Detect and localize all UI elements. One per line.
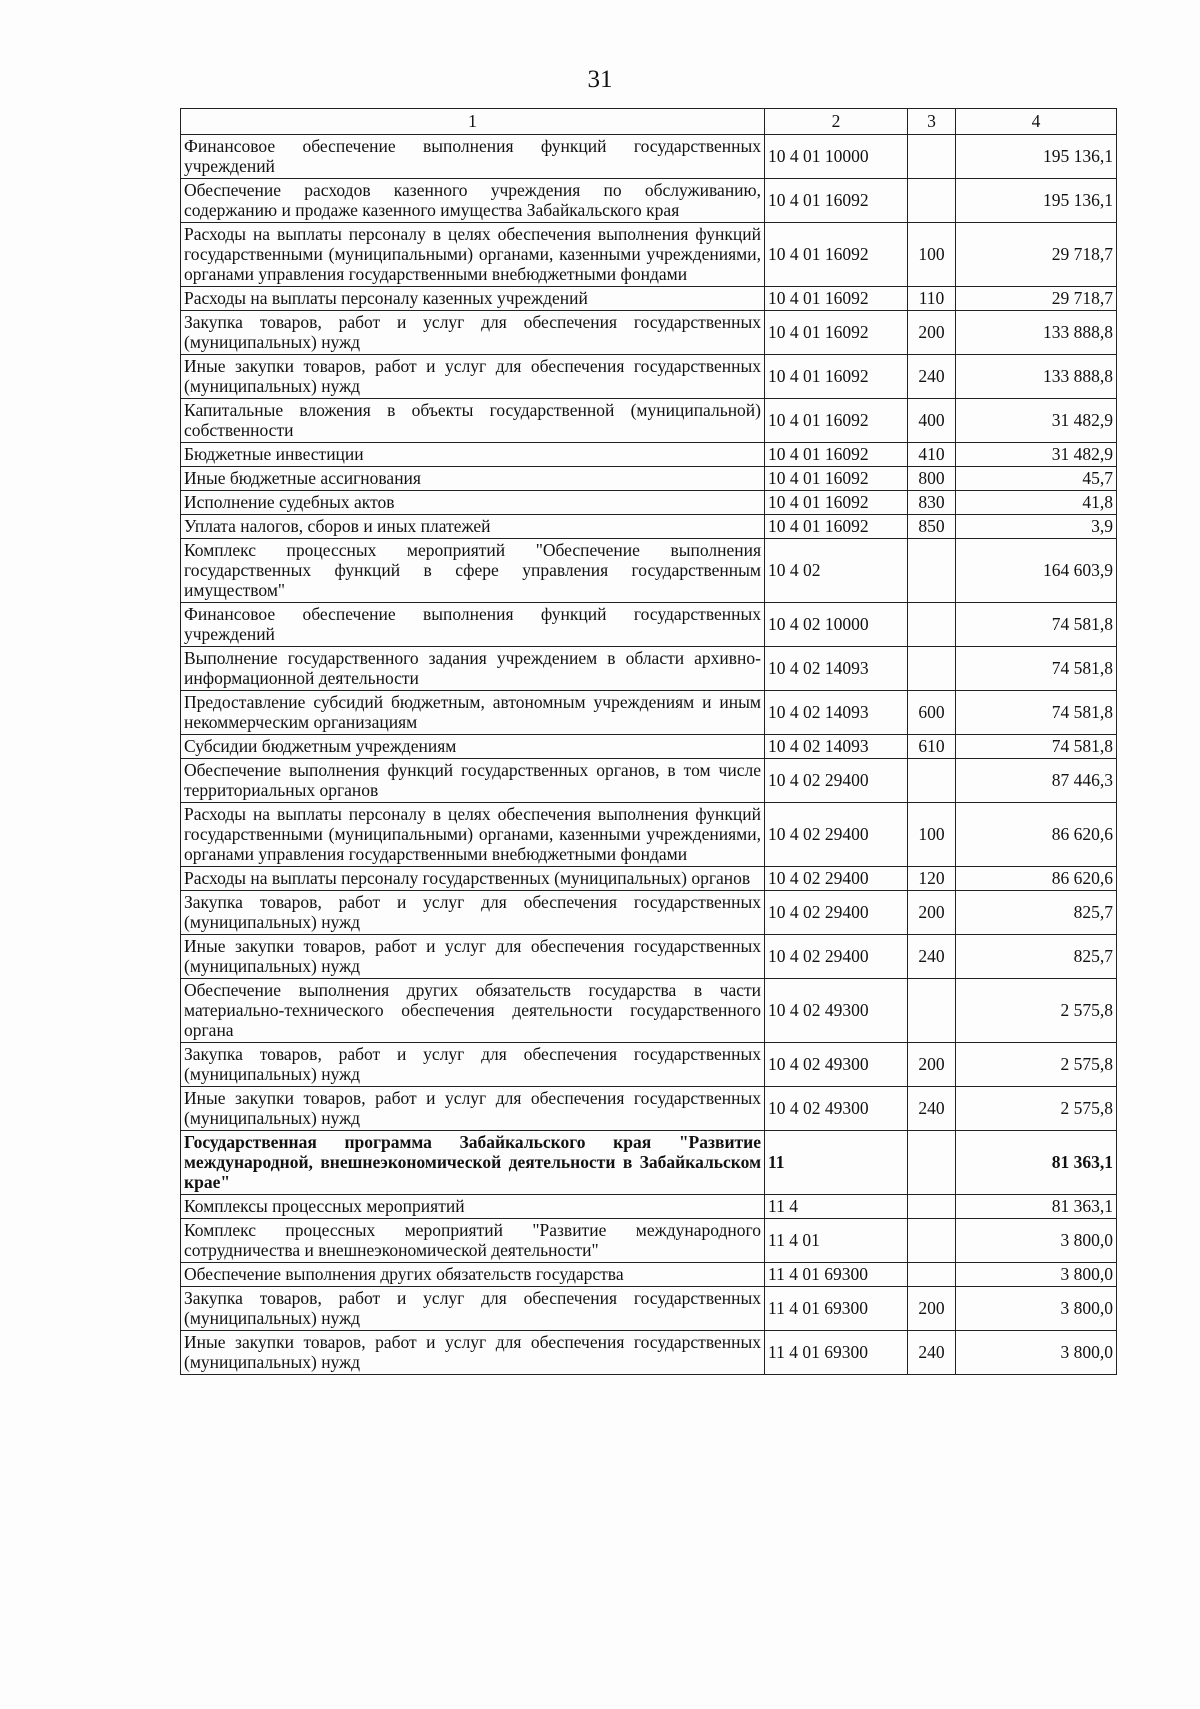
row-code-cell: 10 4 02 14093 <box>765 735 908 759</box>
row-expense-type-cell <box>908 759 956 803</box>
row-amount-cell: 195 136,1 <box>956 135 1117 179</box>
row-name-cell: Иные закупки товаров, работ и услуг для обеспечения государственных (муниципальных) нужд <box>181 355 765 399</box>
budget-table <box>180 108 1117 1375</box>
row-name-cell: Предоставление субсидий бюджетным, автономным учреждениям и иным некоммерческим организациям <box>181 691 765 735</box>
table-header-row <box>181 109 1117 135</box>
table-row <box>181 135 1117 179</box>
table-row <box>181 467 1117 491</box>
table-row <box>181 1331 1117 1375</box>
row-name-cell: Государственная программа Забайкальского края "Развитие международной, внешнеэкономической деятельности в Забайкальском крае" <box>181 1131 765 1195</box>
row-expense-type-cell: 100 <box>908 223 956 287</box>
row-name-cell: Финансовое обеспечение выполнения функций государственных учреждений <box>181 603 765 647</box>
row-expense-type-cell <box>908 1263 956 1287</box>
row-name-cell: Закупка товаров, работ и услуг для обеспечения государственных (муниципальных) нужд <box>181 1287 765 1331</box>
table-row <box>181 355 1117 399</box>
row-name-cell: Финансовое обеспечение выполнения функций государственных учреждений <box>181 135 765 179</box>
row-expense-type-cell: 200 <box>908 1043 956 1087</box>
row-amount-cell: 3 800,0 <box>956 1263 1117 1287</box>
row-code-cell: 11 4 <box>765 1195 908 1219</box>
row-code-cell: 10 4 02 29400 <box>765 759 908 803</box>
row-code-cell: 10 4 02 10000 <box>765 603 908 647</box>
row-expense-type-cell: 800 <box>908 467 956 491</box>
column-header-name: 1 <box>181 109 765 135</box>
row-code-cell: 10 4 01 16092 <box>765 311 908 355</box>
row-expense-type-cell: 830 <box>908 491 956 515</box>
table-row <box>181 603 1117 647</box>
row-code-cell: 11 4 01 <box>765 1219 908 1263</box>
row-expense-type-cell <box>908 979 956 1043</box>
row-amount-cell: 3 800,0 <box>956 1219 1117 1263</box>
row-code-cell: 10 4 01 16092 <box>765 443 908 467</box>
table-row <box>181 1087 1117 1131</box>
table-row <box>181 1287 1117 1331</box>
table-row <box>181 1043 1117 1087</box>
row-amount-cell: 3,9 <box>956 515 1117 539</box>
row-code-cell: 10 4 01 16092 <box>765 179 908 223</box>
row-expense-type-cell: 240 <box>908 1331 956 1375</box>
row-name-cell: Расходы на выплаты персоналу в целях обеспечения выполнения функций государственными (муниципальными) органами, казенными учреждениями, органами управления государственными внебюджетными фондами <box>181 803 765 867</box>
table-row <box>181 491 1117 515</box>
table-row <box>181 443 1117 467</box>
row-name-cell: Уплата налогов, сборов и иных платежей <box>181 515 765 539</box>
row-amount-cell: 31 482,9 <box>956 443 1117 467</box>
row-name-cell: Иные закупки товаров, работ и услуг для обеспечения государственных (муниципальных) нужд <box>181 1087 765 1131</box>
row-expense-type-cell: 200 <box>908 1287 956 1331</box>
row-amount-cell: 2 575,8 <box>956 979 1117 1043</box>
row-expense-type-cell: 100 <box>908 803 956 867</box>
row-name-cell: Обеспечение выполнения других обязательств государства в части материально-технического обеспечения деятельности государственного органа <box>181 979 765 1043</box>
table-row <box>181 735 1117 759</box>
row-amount-cell: 133 888,8 <box>956 355 1117 399</box>
row-amount-cell: 45,7 <box>956 467 1117 491</box>
row-name-cell: Иные закупки товаров, работ и услуг для обеспечения государственных (муниципальных) нужд <box>181 935 765 979</box>
row-name-cell: Обеспечение выполнения функций государственных органов, в том числе территориальных органов <box>181 759 765 803</box>
row-code-cell: 10 4 02 29400 <box>765 867 908 891</box>
row-expense-type-cell <box>908 1195 956 1219</box>
row-name-cell: Закупка товаров, работ и услуг для обеспечения государственных (муниципальных) нужд <box>181 311 765 355</box>
row-name-cell: Комплекс процессных мероприятий "Обеспечение выполнения государственных функций в сфере управления государственным имуществом" <box>181 539 765 603</box>
table-row <box>181 515 1117 539</box>
row-amount-cell: 86 620,6 <box>956 867 1117 891</box>
row-expense-type-cell: 610 <box>908 735 956 759</box>
row-amount-cell: 74 581,8 <box>956 647 1117 691</box>
row-code-cell: 10 4 02 49300 <box>765 1087 908 1131</box>
row-amount-cell: 2 575,8 <box>956 1087 1117 1131</box>
table-row <box>181 1219 1117 1263</box>
row-code-cell: 10 4 01 10000 <box>765 135 908 179</box>
row-code-cell: 11 4 01 69300 <box>765 1263 908 1287</box>
row-expense-type-cell <box>908 539 956 603</box>
row-amount-cell: 133 888,8 <box>956 311 1117 355</box>
table-row <box>181 1131 1117 1195</box>
row-code-cell: 10 4 02 14093 <box>765 647 908 691</box>
row-name-cell: Расходы на выплаты персоналу государственных (муниципальных) органов <box>181 867 765 891</box>
row-name-cell: Выполнение государственного задания учреждением в области архивно-информационной деятельности <box>181 647 765 691</box>
row-expense-type-cell: 200 <box>908 311 956 355</box>
row-name-cell: Расходы на выплаты персоналу в целях обеспечения выполнения функций государственными (муниципальными) органами, казенными учреждениями, органами управления государственными внебюджетными фондами <box>181 223 765 287</box>
row-expense-type-cell <box>908 647 956 691</box>
table-row <box>181 539 1117 603</box>
row-expense-type-cell <box>908 135 956 179</box>
table-row <box>181 1263 1117 1287</box>
table-row <box>181 759 1117 803</box>
row-amount-cell: 29 718,7 <box>956 287 1117 311</box>
row-code-cell: 10 4 01 16092 <box>765 287 908 311</box>
row-expense-type-cell: 200 <box>908 891 956 935</box>
column-header-code: 2 <box>765 109 908 135</box>
row-code-cell: 11 <box>765 1131 908 1195</box>
row-name-cell: Бюджетные инвестиции <box>181 443 765 467</box>
row-expense-type-cell <box>908 1131 956 1195</box>
row-expense-type-cell: 120 <box>908 867 956 891</box>
row-name-cell: Иные закупки товаров, работ и услуг для обеспечения государственных (муниципальных) нужд <box>181 1331 765 1375</box>
row-name-cell: Расходы на выплаты персоналу казенных учреждений <box>181 287 765 311</box>
table-row <box>181 287 1117 311</box>
row-expense-type-cell: 240 <box>908 1087 956 1131</box>
row-code-cell: 10 4 01 16092 <box>765 491 908 515</box>
row-amount-cell: 74 581,8 <box>956 735 1117 759</box>
column-header-expense-type: 3 <box>908 109 956 135</box>
table-row <box>181 691 1117 735</box>
row-amount-cell: 87 446,3 <box>956 759 1117 803</box>
row-amount-cell: 164 603,9 <box>956 539 1117 603</box>
row-code-cell: 10 4 02 49300 <box>765 1043 908 1087</box>
table-row <box>181 803 1117 867</box>
row-code-cell: 10 4 01 16092 <box>765 355 908 399</box>
row-expense-type-cell <box>908 179 956 223</box>
row-code-cell: 10 4 02 29400 <box>765 935 908 979</box>
table-row <box>181 891 1117 935</box>
row-amount-cell: 3 800,0 <box>956 1287 1117 1331</box>
row-code-cell: 10 4 02 <box>765 539 908 603</box>
row-expense-type-cell: 410 <box>908 443 956 467</box>
column-header-amount: 4 <box>956 109 1117 135</box>
row-name-cell: Закупка товаров, работ и услуг для обеспечения государственных (муниципальных) нужд <box>181 1043 765 1087</box>
row-expense-type-cell: 400 <box>908 399 956 443</box>
row-expense-type-cell: 600 <box>908 691 956 735</box>
row-name-cell: Комплекс процессных мероприятий "Развитие международного сотрудничества и внешнеэкономической деятельности" <box>181 1219 765 1263</box>
row-code-cell: 10 4 02 29400 <box>765 803 908 867</box>
row-name-cell: Субсидии бюджетным учреждениям <box>181 735 765 759</box>
row-expense-type-cell: 240 <box>908 355 956 399</box>
table-row <box>181 979 1117 1043</box>
row-name-cell: Комплексы процессных мероприятий <box>181 1195 765 1219</box>
row-amount-cell: 825,7 <box>956 935 1117 979</box>
row-expense-type-cell: 110 <box>908 287 956 311</box>
row-amount-cell: 81 363,1 <box>956 1195 1117 1219</box>
row-code-cell: 10 4 02 14093 <box>765 691 908 735</box>
page-number: 31 <box>587 66 613 93</box>
row-amount-cell: 3 800,0 <box>956 1331 1117 1375</box>
row-amount-cell: 41,8 <box>956 491 1117 515</box>
table-row <box>181 935 1117 979</box>
table-row <box>181 399 1117 443</box>
row-expense-type-cell: 240 <box>908 935 956 979</box>
row-expense-type-cell <box>908 1219 956 1263</box>
row-expense-type-cell: 850 <box>908 515 956 539</box>
table-row <box>181 223 1117 287</box>
row-code-cell: 10 4 01 16092 <box>765 467 908 491</box>
row-name-cell: Исполнение судебных актов <box>181 491 765 515</box>
row-code-cell: 10 4 02 29400 <box>765 891 908 935</box>
table-row <box>181 311 1117 355</box>
row-amount-cell: 74 581,8 <box>956 691 1117 735</box>
table-body <box>181 135 1117 1375</box>
row-code-cell: 11 4 01 69300 <box>765 1287 908 1331</box>
row-amount-cell: 31 482,9 <box>956 399 1117 443</box>
row-amount-cell: 825,7 <box>956 891 1117 935</box>
row-amount-cell: 86 620,6 <box>956 803 1117 867</box>
table-row <box>181 647 1117 691</box>
row-amount-cell: 29 718,7 <box>956 223 1117 287</box>
row-amount-cell: 74 581,8 <box>956 603 1117 647</box>
table-row <box>181 1195 1117 1219</box>
row-name-cell: Закупка товаров, работ и услуг для обеспечения государственных (муниципальных) нужд <box>181 891 765 935</box>
row-code-cell: 10 4 02 49300 <box>765 979 908 1043</box>
row-amount-cell: 2 575,8 <box>956 1043 1117 1087</box>
table-row <box>181 179 1117 223</box>
row-name-cell: Капитальные вложения в объекты государственной (муниципальной) собственности <box>181 399 765 443</box>
row-code-cell: 10 4 01 16092 <box>765 399 908 443</box>
row-expense-type-cell <box>908 603 956 647</box>
row-amount-cell: 81 363,1 <box>956 1131 1117 1195</box>
row-name-cell: Иные бюджетные ассигнования <box>181 467 765 491</box>
table-row <box>181 867 1117 891</box>
row-code-cell: 10 4 01 16092 <box>765 223 908 287</box>
row-name-cell: Обеспечение расходов казенного учреждения по обслуживанию, содержанию и продаже казенного имущества Забайкальского края <box>181 179 765 223</box>
row-code-cell: 10 4 01 16092 <box>765 515 908 539</box>
row-code-cell: 11 4 01 69300 <box>765 1331 908 1375</box>
row-name-cell: Обеспечение выполнения других обязательств государства <box>181 1263 765 1287</box>
row-amount-cell: 195 136,1 <box>956 179 1117 223</box>
